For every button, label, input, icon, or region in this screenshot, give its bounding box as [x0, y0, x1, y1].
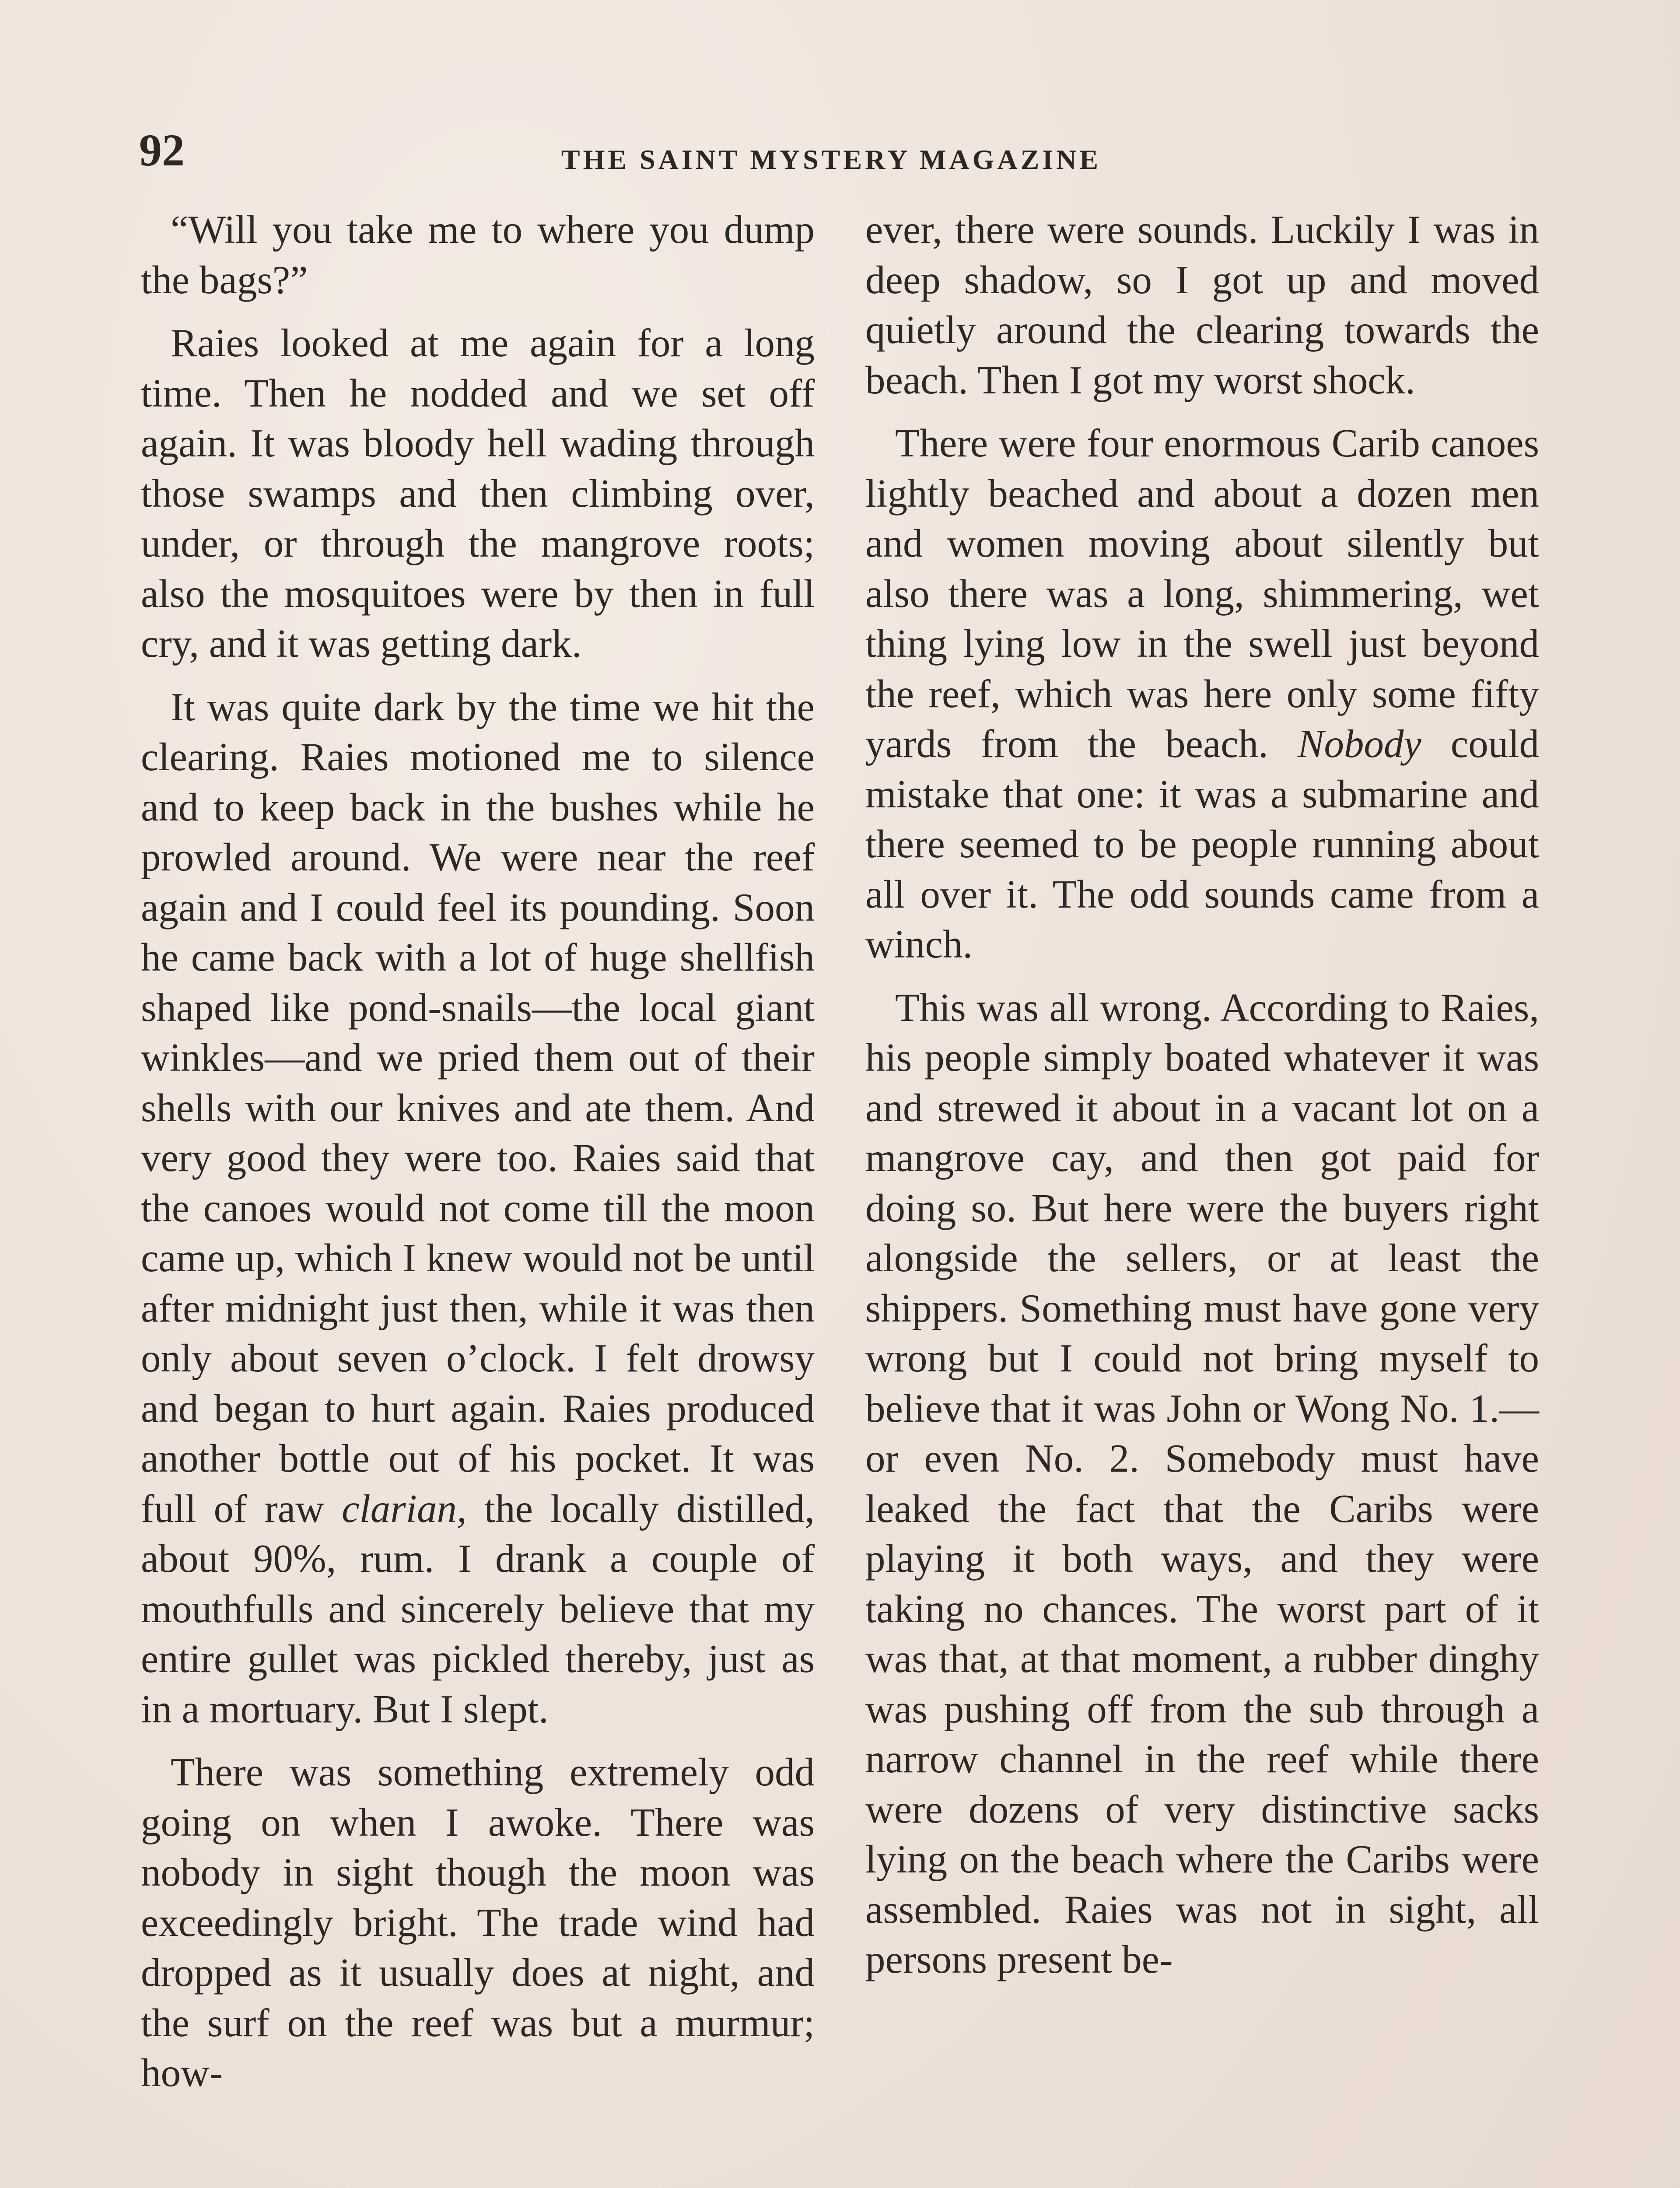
- paragraph: This was all wrong. According to Raies, his people simply boated whatever it was and strewed it about in a vacant lot on a mangrove cay, and then got paid for doing so. But here were the buyers right alongside the sellers, or at least the shippers. Something must have gone very wrong but I could not bring myself to believe that it was John or Wong No. 1.—or even No. 2. Somebody must have leaked the fact that the Caribs were playing it both ways, and they were taking no chances. The worst part of it was that, at that moment, a rubber dinghy was pushing off from the sub through a narrow channel in the reef while there were dozens of very distinctive sacks lying on the beach where the Caribs were assembled. Raies was not in sight, all persons present be-: [865, 985, 1539, 1981]
- paragraph-continued: ever, there were sounds. Luckily I was in deep shadow, so I got up and moved quietly around the clearing towards the beach. Then I got my worst shock.: [865, 207, 1539, 402]
- right-column: [865, 205, 1539, 1998]
- italic-word: clarian,: [342, 1486, 467, 1531]
- page-number: 92: [139, 125, 185, 175]
- paragraph: [141, 682, 815, 1735]
- italic-word: Nobody: [1297, 722, 1421, 766]
- running-head: THE SAINT MYSTERY MAGAZINE: [561, 144, 1102, 175]
- paragraph: [865, 418, 1539, 970]
- paragraph: There was something extremely odd going on when I awoke. There was nobody in sight though the moon was exceedingly bright. The trade wind had dropped as it usually does at night, and the surf on the reef was but a murmur; how-: [141, 1750, 815, 2095]
- paragraph: “Will you take me to where you dump the bags?”: [141, 207, 815, 302]
- paragraph: Raies looked at me again for a long time. Then he nodded and we set off again. It was bloody hell wading through those swamps and then climbing over, under, or through the mangrove roots; also the mosquitoes were by then in full cry, and it was getting dark.: [141, 321, 815, 666]
- left-column: [141, 205, 815, 2111]
- paragraph-text: There were four enormous Carib canoes lightly beached and about a dozen men and women moving about silently but also there was a long, shimmering, wet thing lying low in the swell just beyond the reef, which was here only some fifty yards from the beach.: [865, 421, 1539, 766]
- paragraph-text: It was quite dark by the time we hit the clearing. Raies motioned me to silence and to keep back in the bushes while he prowled around. We were near the reef again and I could feel its pounding. Soon he came back with a lot of huge shellfish shaped like pond-snails—the local giant winkles—and we pried them out of their shells with our knives and ate them. And very good they were too. Raies said that the canoes would not come till the moon came up, which I knew would not be until after midnight just then, while it was then only about seven o’clock. I felt drowsy and began to hurt again. Raies produced another bottle out of his pocket. It was full of raw: [141, 684, 815, 1531]
- paragraph-text: the locally distilled, about 90%, rum. I drank a couple of mouthfulls and sincerely believe that my entire gullet was pickled thereby, just as in a mortuary. But I slept.: [141, 1486, 815, 1731]
- paragraph-text: could mistake that one: it was a submarine and there seemed to be people running about all over it. The odd sounds came from a winch.: [865, 722, 1540, 966]
